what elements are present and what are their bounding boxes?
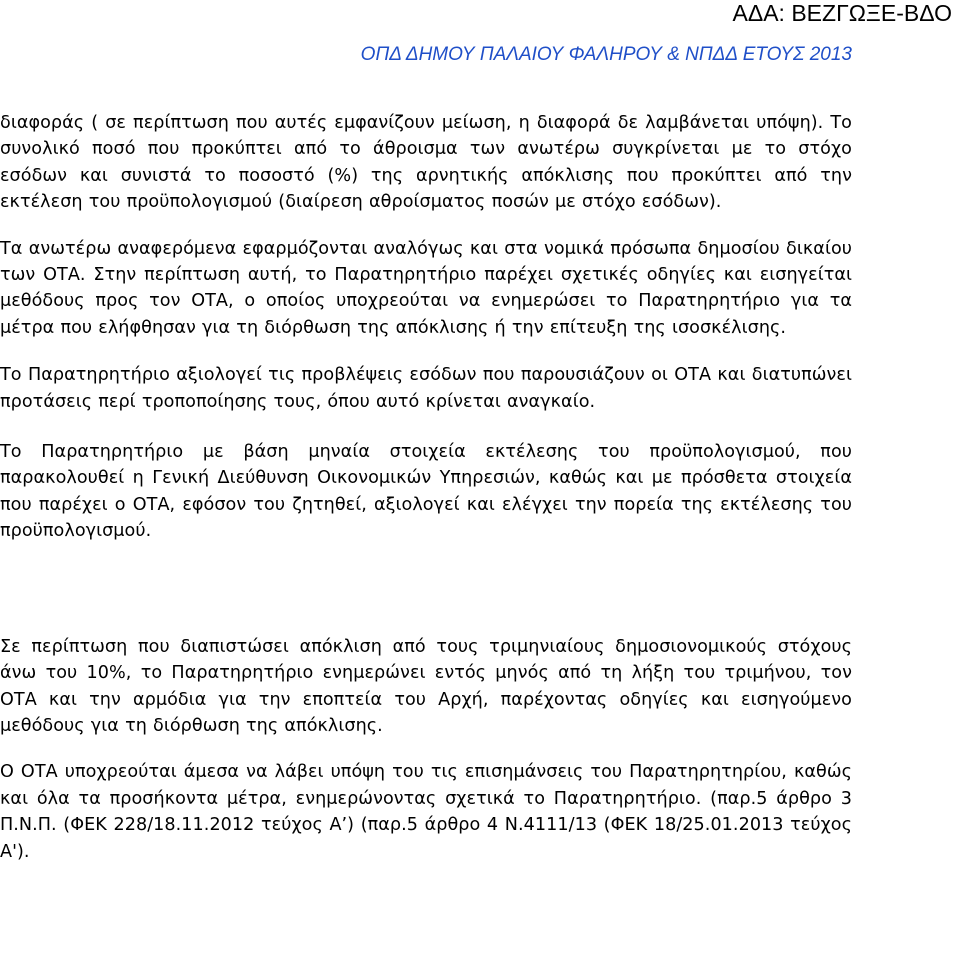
document-ada-code: ΑΔΑ: ΒΕΖΓΩΞΕ-ΒΔΟ	[732, 0, 952, 26]
document-subtitle: ΟΠΔ ΔΗΜΟΥ ΠΑΛΑΙΟΥ ΦΑΛΗΡΟΥ & ΝΠΔΔ ΕΤΟΥΣ 2013	[360, 44, 852, 65]
paragraph-ota-obligations: Ο ΟΤΑ υποχρεούται άμεσα να λάβει υπόψη του τις επισημάνσεις του Παρατηρητηρίου, καθώς και όλα τα προσήκοντα μέτρα, ενημερώνοντας σχετικά το Παρατηρητήριο. (παρ.5 άρθρο 3 Π.Ν.Π. (ΦΕΚ 228/18.11.2012 τεύχος Α’) (παρ.5 άρθρο 4 Ν.4111/13 (ΦΕΚ 18/25.01.2013 τεύχος Α').	[0, 762, 852, 862]
paragraph-legal-entities: Τα ανωτέρω αναφερόμενα εφαρμόζονται αναλόγως και στα νομικά πρόσωπα δημοσίου δικαίου των ΟΤΑ. Στην περίπτωση αυτή, το Παρατηρητήριο παρέχει σχετικές οδηγίες και εισηγείται μεθόδους προς τον ΟΤΑ, ο οποίος υποχρεούται να ενημερώσει το Παρατηρητήριο για τα μέτρα που ελήφθησαν για τη διόρθωση της απόκλισης ή την επίτευξη της ισοσκέλισης.	[0, 238, 852, 338]
paragraph-monthly-monitoring: Το Παρατηρητήριο με βάση μηναία στοιχεία εκτέλεσης του προϋπολογισμού, που παρακολουθεί η Γενική Διεύθυνση Οικονομικών Υπηρεσιών, καθώς και με πρόσθετα στοιχεία που παρέχει ο ΟΤΑ, εφόσον του ζητηθεί, αξιολογεί και ελέγχει την πορεία της εκτέλεσης του προϋπολογισμού.	[0, 442, 852, 542]
paragraph-quarterly-deviation: Σε περίπτωση που διαπιστώσει απόκλιση από τους τριμηνιαίους δημοσιονομικούς στόχους άνω του 10%, το Παρατηρητήριο ενημερώνει εντός μηνός από τη λήξη του τριμήνου, τον ΟΤΑ και την αρμόδια για την εποπτεία του Αρχή, παρέχοντας οδηγίες και εισηγούμενο μεθόδους για τη διόρθωση της απόκλισης.	[0, 636, 852, 736]
document-body	[0, 110, 852, 865]
paragraph-revenue-forecasts: Το Παρατηρητήριο αξιολογεί τις προβλέψεις εσόδων που παρουσιάζουν οι ΟΤΑ και διατυπώνει προτάσεις περί τροποποίησης τους, όπου αυτό κρίνεται αναγκαίο.	[0, 365, 852, 412]
paragraph-deviation-calculation: διαφοράς ( σε περίπτωση που αυτές εμφανίζουν μείωση, η διαφορά δε λαμβάνεται υπόψη). Το συνολικό ποσό που προκύπτει από το άθροισμα των ανωτέρω συγκρίνεται με το στόχο εσόδων και συνιστά το ποσοστό (%) της αρνητικής απόκλισης που προκύπτει από την εκτέλεση του προϋπολογισμού (διαίρεση αθροίσματος ποσών με στόχο εσόδων).	[0, 113, 852, 213]
